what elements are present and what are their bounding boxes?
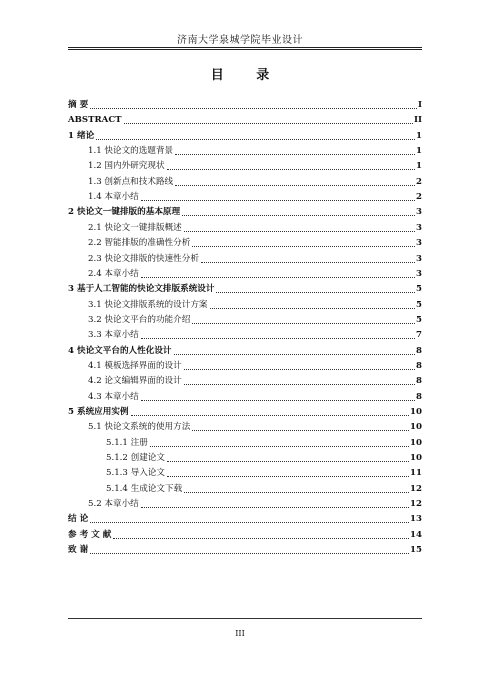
toc-entry-page: 5 — [416, 299, 422, 310]
toc-entry-label: 结 论 — [68, 514, 89, 525]
toc-entry-label: 1.1 快论文的选题背景 — [88, 146, 174, 157]
toc-entry-label: 1.4 本章小结 — [88, 192, 139, 203]
toc-entry-page: II — [413, 115, 422, 126]
toc-leader-dots — [167, 475, 409, 477]
toc-leader-dots — [184, 491, 409, 493]
toc-entry-page: 3 — [416, 238, 422, 249]
toc-entry — [68, 204, 422, 218]
toc-entry — [88, 174, 422, 188]
toc-entry-page: 5 — [416, 284, 422, 295]
toc-leader-dots — [141, 399, 415, 401]
toc-entry-page: 8 — [416, 376, 422, 387]
toc-entry-page: 2 — [416, 192, 422, 203]
toc-entry-page: 7 — [416, 330, 422, 341]
toc-leader-dots — [210, 307, 415, 309]
toc-leader-dots — [150, 445, 409, 447]
toc-entry-page: I — [417, 100, 422, 110]
toc-entry-label: 4 快论文平台的人性化设计 — [68, 345, 172, 356]
toc-entry-label: 4.1 模板选择界面的设计 — [88, 360, 182, 371]
toc-entry — [106, 465, 422, 479]
toc-entry-label: 2.4 本章小结 — [88, 268, 139, 279]
toc-entry-label: 3.2 快论文平台的功能介绍 — [88, 314, 191, 325]
toc-entry — [88, 389, 422, 403]
toc-entry — [68, 281, 422, 295]
toc-entry — [68, 542, 422, 556]
toc-entry-page: 15 — [410, 545, 422, 556]
toc-entry-page: 3 — [416, 253, 422, 264]
toc-entry-label: 2.2 智能排版的准确性分析 — [88, 238, 191, 249]
toc-entry — [88, 297, 422, 311]
toc-entry-label: 参 考 文 献 — [68, 529, 112, 540]
toc-leader-dots — [192, 429, 409, 431]
toc-entry-page: 5 — [416, 314, 422, 325]
toc-leader-dots — [167, 168, 415, 170]
toc-entry-label: 摘 要 — [68, 100, 89, 110]
toc-leader-dots — [167, 460, 409, 462]
toc-entry — [68, 97, 422, 111]
toc-entry-page: 1 — [416, 146, 422, 157]
toc-entry-label: 1.2 国内外研究现状 — [88, 161, 165, 172]
toc-entry-page: 10 — [410, 437, 422, 448]
toc-entry — [88, 143, 422, 157]
toc-entry — [68, 112, 422, 126]
toc-entry-page: 10 — [410, 407, 422, 417]
toc-entry — [88, 419, 422, 433]
toc-entry-page: 12 — [410, 499, 422, 510]
toc-entry — [88, 327, 422, 341]
toc-entry-label: 5.1.4 生成论文下载 — [106, 483, 183, 494]
toc-leader-dots — [141, 276, 415, 278]
page-header: 济南大学泉城学院毕业设计 — [177, 35, 303, 46]
toc-leader-dots — [184, 230, 415, 232]
toc-leader-dots — [124, 122, 413, 124]
toc-leader-dots — [113, 537, 409, 539]
toc-entry-page: 10 — [410, 422, 422, 433]
toc-entry-label: 3 基于人工智能的快论文排版系统设计 — [68, 284, 215, 295]
toc-entry-page: 14 — [410, 529, 422, 540]
toc-entry-page: 3 — [416, 222, 422, 233]
toc-entry-label: 3.3 本章小结 — [88, 330, 139, 341]
toc-entry-label: 3.1 快论文排版系统的设计方案 — [88, 299, 208, 310]
toc-entry — [106, 450, 422, 464]
toc-leader-dots — [192, 245, 415, 247]
toc-leader-dots — [216, 291, 415, 293]
footer-rule — [68, 618, 422, 619]
toc-entry — [88, 358, 422, 372]
toc-entry — [88, 251, 422, 265]
toc-entry-label: 2 快论文一键排版的基本原理 — [68, 207, 181, 218]
toc-entry — [88, 496, 422, 510]
toc-entry — [68, 343, 422, 357]
toc-entry-label: 致 谢 — [68, 545, 89, 556]
toc-entry-label: 5.1.2 创建论文 — [106, 453, 165, 464]
toc-entry-label: 1.3 创新点和技术路线 — [88, 176, 174, 187]
toc-leader-dots — [141, 337, 415, 339]
toc-entry-label: 5 系统应用实例 — [68, 407, 129, 417]
toc-entry-label: 5.2 本章小结 — [88, 499, 139, 510]
toc-entry — [88, 189, 422, 203]
toc-entry-page: 8 — [416, 391, 422, 402]
toc-entry — [68, 128, 422, 142]
toc-entry-page: 13 — [410, 514, 422, 525]
toc-entry-page: 8 — [416, 345, 422, 356]
toc-leader-dots — [90, 521, 409, 523]
toc-leader-dots — [141, 199, 415, 201]
toc-entry-label: 4.2 论文编辑界面的设计 — [88, 376, 182, 387]
toc-entry — [68, 404, 422, 418]
page-number: III — [235, 629, 245, 638]
toc-entry — [88, 312, 422, 326]
toc-entry-label: 5.1.1 注册 — [106, 437, 148, 448]
toc-leader-dots — [90, 107, 417, 109]
toc-leader-dots — [131, 414, 409, 416]
toc-leader-dots — [182, 214, 415, 216]
toc-leader-dots — [141, 506, 409, 508]
toc-entry-page: 2 — [416, 176, 422, 187]
toc-leader-dots — [175, 184, 415, 186]
toc-entry — [88, 235, 422, 249]
toc-entry — [68, 511, 422, 525]
toc-leader-dots — [184, 368, 415, 370]
toc-entry-page: 12 — [410, 483, 422, 494]
toc-leader-dots — [174, 353, 416, 355]
header-rule — [68, 47, 422, 50]
toc-entry-page: 3 — [416, 268, 422, 279]
toc-entry-page: 11 — [410, 468, 422, 479]
toc-entry-label: 2.3 快论文排版的快速性分析 — [88, 253, 199, 264]
toc-entry-label: 5.1.3 导入论文 — [106, 468, 165, 479]
toc-entry-page: 1 — [416, 130, 422, 141]
toc-entry — [88, 220, 422, 234]
toc-entry-page: 1 — [416, 161, 422, 172]
toc-entry-page: 10 — [410, 453, 422, 464]
toc-leader-dots — [201, 261, 415, 263]
toc-entry-label: ABSTRACT — [68, 115, 122, 126]
toc-entry-label: 5.1 快论文系统的使用方法 — [88, 422, 191, 433]
toc-entry — [106, 435, 422, 449]
toc-entry — [68, 527, 422, 541]
toc-entry — [106, 481, 422, 495]
toc-leader-dots — [90, 552, 409, 554]
toc-entry-label: 2.1 快论文一键排版概述 — [88, 222, 182, 233]
toc-entry — [88, 373, 422, 387]
toc-entry — [88, 266, 422, 280]
toc-title: 目 录 — [210, 68, 284, 83]
toc-leader-dots — [96, 138, 415, 140]
toc-entry-page: 8 — [416, 360, 422, 371]
toc-entry-label: 1 绪论 — [68, 130, 95, 141]
toc-entry-page: 3 — [416, 207, 422, 218]
toc-leader-dots — [192, 322, 415, 324]
toc-leader-dots — [184, 383, 415, 385]
toc-entry-label: 4.3 本章小结 — [88, 391, 139, 402]
toc-entry — [88, 158, 422, 172]
toc-leader-dots — [175, 153, 415, 155]
